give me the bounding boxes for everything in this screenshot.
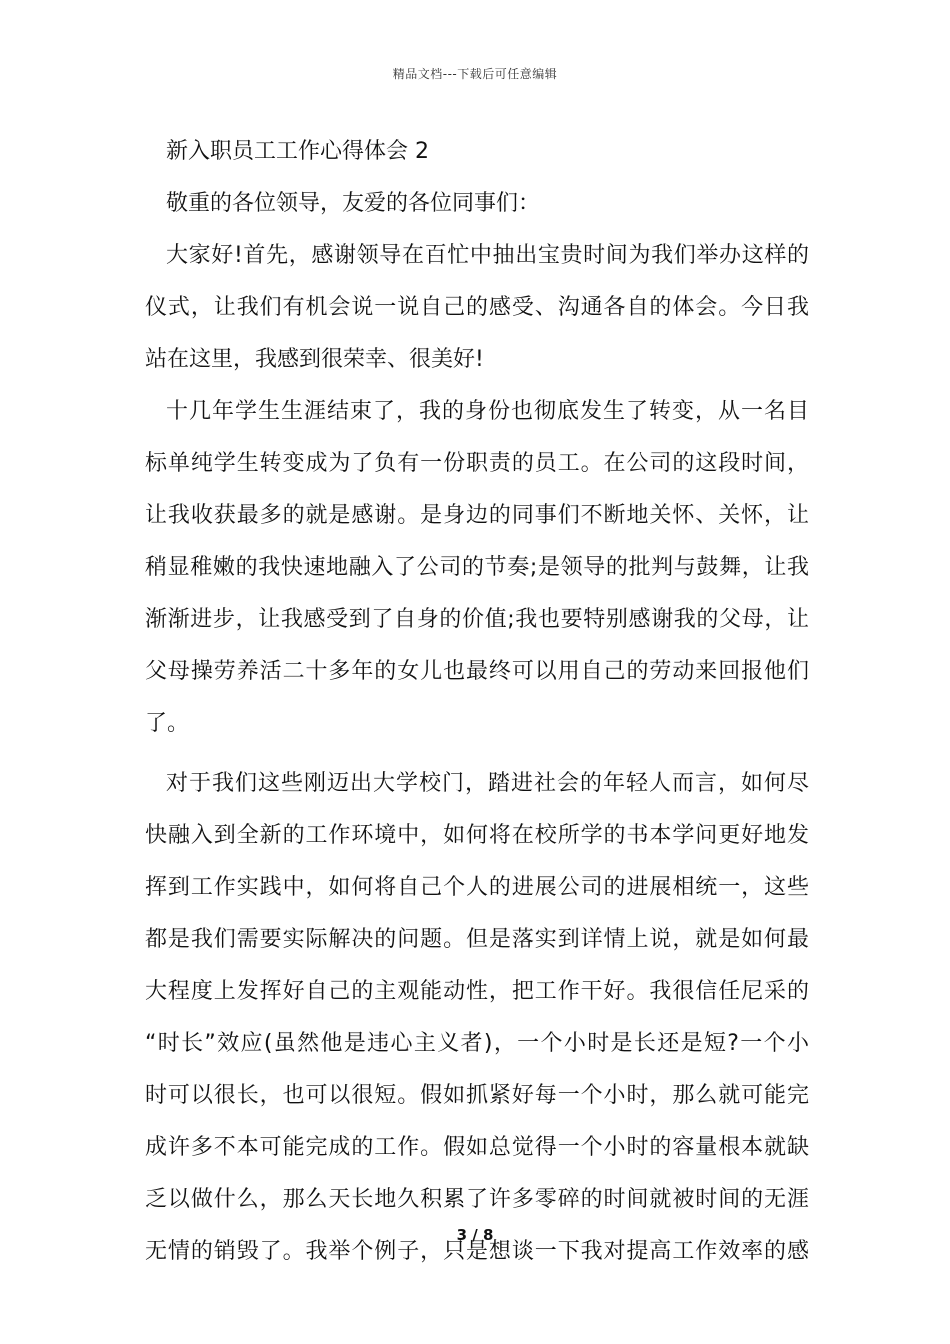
- paragraph-2: [145, 386, 809, 750]
- paragraph-line: “时长”效应(虽然他是违心主义者)，一个小时是长还是短?一个小: [145, 1031, 809, 1056]
- page-header: 精品文档---下载后可任意编辑: [392, 67, 558, 81]
- paragraph-line: 对于我们这些刚迈出大学校门，踏进社会的年轻人而言，如何尽: [166, 771, 809, 796]
- paragraph-line: 了。: [145, 711, 190, 736]
- document-body: [145, 126, 809, 1278]
- paragraph-line: 稍显稚嫩的我快速地融入了公司的节奏;是领导的批判与鼓舞，让我: [145, 555, 809, 580]
- paragraph-line: 大家好!首先，感谢领导在百忙中抽出宝贵时间为我们举办这样的: [166, 243, 809, 268]
- document-title: 新入职员工工作心得体会 2: [166, 139, 429, 164]
- paragraph-3: [145, 758, 809, 1278]
- paragraph-line: 站在这里，我感到很荣幸、很美好!: [145, 347, 484, 372]
- paragraph-line: 大程度上发挥好自己的主观能动性，把工作干好。我很信任尼采的: [145, 979, 809, 1004]
- paragraph-line: 都是我们需要实际解决的问题。但是落实到详情上说，就是如何最: [145, 927, 809, 952]
- paragraph-line: 时可以很长，也可以很短。假如抓紧好每一个小时，那么就可能完: [145, 1083, 809, 1108]
- paragraph-line: 渐渐进步，让我感受到了自身的价值;我也要特别感谢我的父母，让: [145, 607, 809, 632]
- paragraph-1: [145, 230, 809, 386]
- paragraph-gap: [145, 750, 809, 758]
- paragraph-line: 十几年学生生涯结束了，我的身份也彻底发生了转变，从一名目: [166, 399, 809, 424]
- salutation: 敬重的各位领导，友爱的各位同事们：: [166, 191, 541, 216]
- paragraph-line: 无情的销毁了。我举个例子，只是想谈一下我对提高工作效率的感: [145, 1239, 809, 1264]
- page-number: 3 / 8: [456, 1226, 494, 1244]
- paragraph-line: 让我收获最多的就是感谢。是身边的同事们不断地关怀、关怀，让: [145, 503, 809, 528]
- paragraph-line: 挥到工作实践中，如何将自己个人的进展公司的进展相统一，这些: [145, 875, 809, 900]
- paragraph-line: 父母操劳养活二十多年的女儿也最终可以用自己的劳动来回报他们: [145, 659, 809, 684]
- paragraph-line: 乏以做什么，那么天长地久积累了许多零碎的时间就被时间的无涯: [145, 1187, 809, 1212]
- paragraph-line: 成许多不本可能完成的工作。假如总觉得一个小时的容量根本就缺: [145, 1135, 809, 1160]
- paragraph-line: 标单纯学生转变成为了负有一份职责的员工。在公司的这段时间，: [145, 451, 809, 476]
- paragraph-line: 快融入到全新的工作环境中，如何将在校所学的书本学问更好地发: [145, 823, 809, 848]
- paragraph-line: 仪式，让我们有机会说一说自己的感受、沟通各自的体会。今日我: [145, 295, 809, 320]
